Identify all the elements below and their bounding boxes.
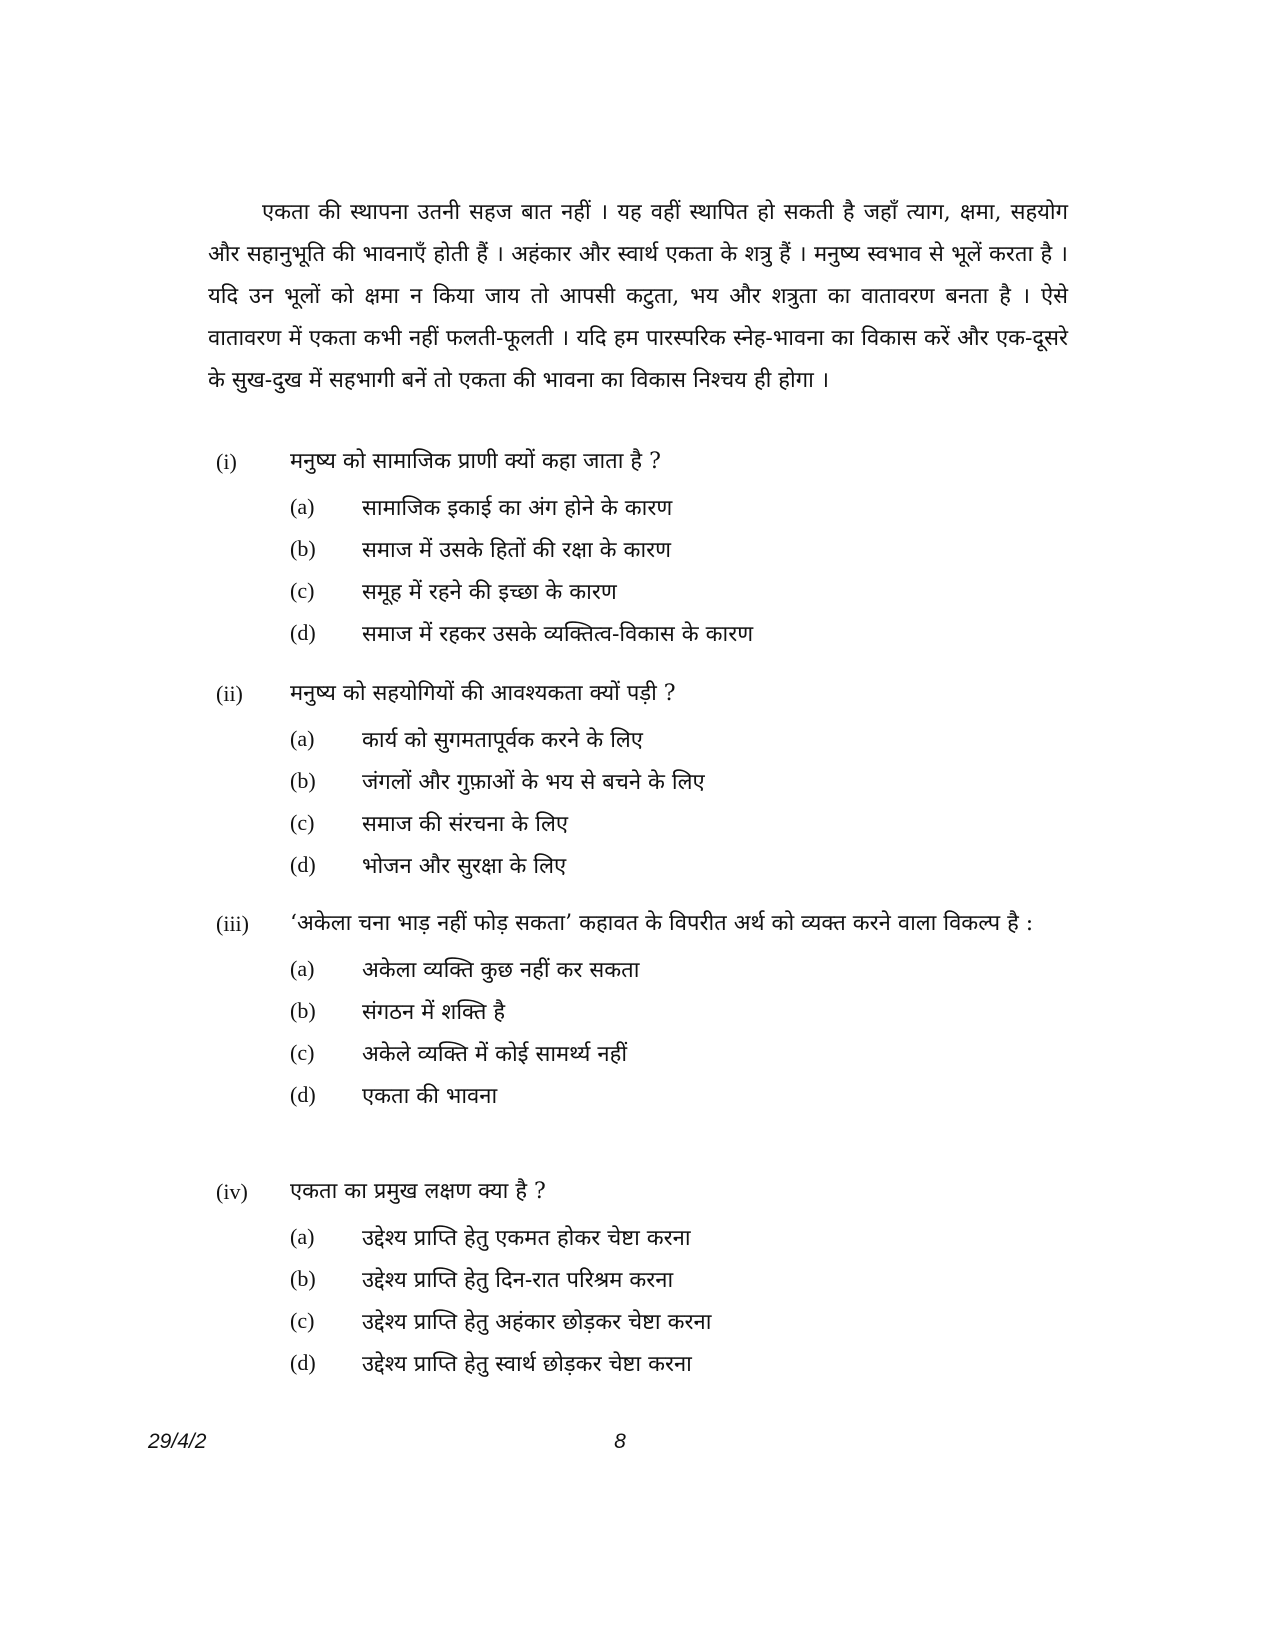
option-text: उद्देश्य प्राप्ति हेतु एकमत होकर चेष्टा करना: [362, 1226, 691, 1251]
option-text: एकता की भावना: [362, 1084, 498, 1109]
question-number: (ii): [216, 681, 243, 706]
question-4: [208, 1174, 1068, 1384]
question-text: मनुष्य को सामाजिक प्राणी क्यों कहा जाता है ?: [290, 449, 661, 474]
option-d: [290, 844, 1068, 886]
option-label: (d): [290, 852, 316, 877]
options-list: [290, 718, 1068, 886]
option-label: (a): [290, 726, 315, 751]
question-number: (i): [216, 449, 237, 474]
option-label: (c): [290, 578, 315, 603]
option-text: उद्देश्य प्राप्ति हेतु दिन-रात परिश्रम करना: [362, 1268, 674, 1293]
option-label: (c): [290, 1040, 315, 1065]
option-label: (c): [290, 810, 315, 835]
option-text: अकेले व्यक्ति में कोई सामर्थ्य नहीं: [362, 1042, 628, 1067]
option-text: उद्देश्य प्राप्ति हेतु स्वार्थ छोड़कर चेष्टा करना: [362, 1352, 692, 1377]
option-label: (b): [290, 998, 316, 1023]
question-number: (iv): [216, 1179, 248, 1204]
option-text: समाज में उसके हितों की रक्षा के कारण: [362, 538, 672, 563]
option-c: [290, 1032, 1068, 1074]
options-list: [290, 948, 1068, 1116]
option-b: [290, 990, 1068, 1032]
option-d: [290, 1342, 1068, 1384]
question-number: (iii): [216, 911, 249, 936]
option-c: [290, 802, 1068, 844]
option-label: (d): [290, 620, 316, 645]
option-label: (d): [290, 1350, 316, 1375]
option-text: उद्देश्य प्राप्ति हेतु अहंकार छोड़कर चेष्टा करना: [362, 1310, 712, 1335]
option-text: समूह में रहने की इच्छा के कारण: [362, 580, 617, 605]
option-label: (d): [290, 1082, 316, 1107]
option-label: (c): [290, 1308, 315, 1333]
page-number: 8: [614, 1430, 626, 1453]
option-label: (b): [290, 1266, 316, 1291]
option-text: भोजन और सुरक्षा के लिए: [362, 854, 567, 879]
option-d: [290, 1074, 1068, 1116]
option-b: [290, 1258, 1068, 1300]
option-a: [290, 718, 1068, 760]
question-1: [208, 444, 1068, 654]
option-a: [290, 1216, 1068, 1258]
option-label: (b): [290, 768, 316, 793]
option-b: [290, 528, 1068, 570]
passage-paragraph: एकता की स्थापना उतनी सहज बात नहीं । यह वहीं स्थापित हो सकती है जहाँ त्याग, क्षमा, सहयोग और सहानुभूति की भावनाएँ होती हैं । अहंकार और स्वार्थ एकता के शत्रु हैं । मनुष्य स्वभाव से भूलें करता है । यदि उन भूलों को क्षमा न किया जाय तो आपसी कटुता, भय और शत्रुता का वातावरण बनता है । ऐसे वातावरण में एकता कभी नहीं फलती-फूलती । यदि हम पारस्परिक स्नेह-भावना का विकास करें और एक-दूसरे के सुख-दुख में सहभागी बनें तो एकता की भावना का विकास निश्चय ही होगा ।: [208, 200, 1068, 393]
option-c: [290, 570, 1068, 612]
option-a: [290, 486, 1068, 528]
option-label: (a): [290, 1224, 315, 1249]
option-text: जंगलों और गुफ़ाओं के भय से बचने के लिए: [362, 770, 705, 795]
question-text: ‘अकेला चना भाड़ नहीं फोड़ सकता’ कहावत के विपरीत अर्थ को व्यक्त करने वाला विकल्प है :: [290, 911, 1034, 936]
option-label: (a): [290, 494, 315, 519]
option-text: संगठन में शक्ति है: [362, 1000, 506, 1025]
options-list: [290, 1216, 1068, 1384]
option-c: [290, 1300, 1068, 1342]
question-2: [208, 676, 1068, 886]
option-d: [290, 612, 1068, 654]
option-text: अकेला व्यक्ति कुछ नहीं कर सकता: [362, 958, 640, 983]
question-text: मनुष्य को सहयोगियों की आवश्यकता क्यों पड़ी ?: [290, 681, 676, 706]
question-text: एकता का प्रमुख लक्षण क्या है ?: [290, 1179, 546, 1204]
paper-code: 29/4/2: [148, 1430, 207, 1453]
option-label: (a): [290, 956, 315, 981]
option-text: समाज की संरचना के लिए: [362, 812, 569, 837]
option-b: [290, 760, 1068, 802]
option-text: सामाजिक इकाई का अंग होने के कारण: [362, 496, 673, 521]
option-text: समाज में रहकर उसके व्यक्तित्व-विकास के कारण: [362, 622, 754, 647]
question-3: [208, 906, 1068, 1116]
options-list: [290, 486, 1068, 654]
option-text: कार्य को सुगमतापूर्वक करने के लिए: [362, 728, 643, 753]
option-a: [290, 948, 1068, 990]
option-label: (b): [290, 536, 316, 561]
